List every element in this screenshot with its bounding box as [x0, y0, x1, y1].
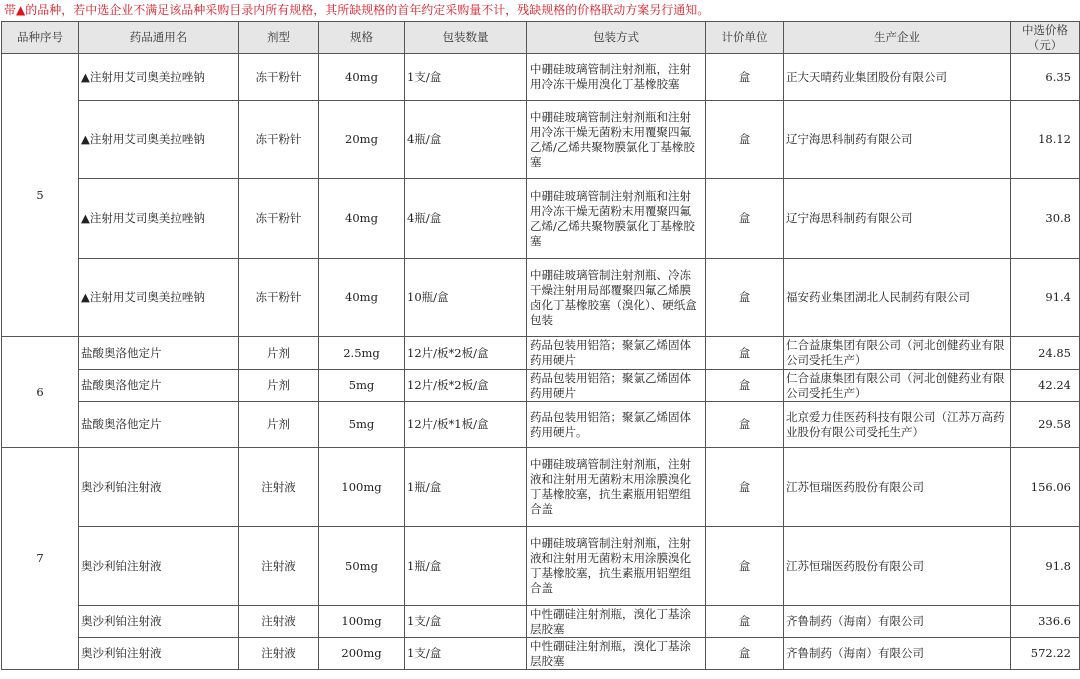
header-price: 中选价格（元） — [1011, 22, 1080, 54]
price-unit-cell: 盒 — [706, 101, 784, 179]
dosage-form-cell: 冻干粉针 — [239, 259, 319, 337]
dosage-form-cell: 片剂 — [239, 370, 319, 402]
pack-method-cell: 中硼硅玻璃管制注射剂瓶、冷冻干燥注射用局部覆聚四氟乙烯膜卤化丁基橡胶塞（溴化）、硬纸盒包装 — [527, 259, 706, 337]
notice-text: 带▲的品种，若中选企业不满足该品种采购目录内所有规格，其所缺规格的首年约定采购量不计，残缺规格的价格联动方案另行通知。 — [4, 3, 710, 17]
pack-qty-cell: 1瓶/盒 — [405, 527, 527, 606]
dosage-form-cell: 注射液 — [239, 527, 319, 606]
pack-qty-cell: 1支/盒 — [405, 54, 527, 101]
manufacturer-cell: 齐鲁制药（海南）有限公司 — [784, 606, 1011, 638]
manufacturer-cell: 福安药业集团湖北人民制药有限公司 — [784, 259, 1011, 337]
price-cell: 336.6 — [1011, 606, 1080, 638]
spec-cell: 200mg — [319, 638, 405, 670]
table-row — [2, 402, 1080, 448]
dosage-form-cell: 冻干粉针 — [239, 179, 319, 259]
pack-method-cell: 药品包装用铝箔；聚氯乙烯固体药用硬片。 — [527, 402, 706, 448]
pack-method-cell: 药品包装用铝箔；聚氯乙烯固体药用硬片 — [527, 337, 706, 370]
drug-name-cell: 盐酸奥洛他定片 — [79, 402, 239, 448]
pack-qty-cell: 1支/盒 — [405, 638, 527, 670]
pack-method-cell: 中性硼硅注射剂瓶，溴化丁基涂层胶塞 — [527, 638, 706, 670]
price-cell: 30.8 — [1011, 179, 1080, 259]
drug-name-cell: ▲注射用艾司奥美拉唑钠 — [79, 259, 239, 337]
table-row — [2, 101, 1080, 179]
drug-name-cell: 盐酸奥洛他定片 — [79, 337, 239, 370]
price-cell: 91.4 — [1011, 259, 1080, 337]
pack-qty-cell: 12片/板*2板/盒 — [405, 337, 527, 370]
table-row — [2, 259, 1080, 337]
price-unit-cell: 盒 — [706, 259, 784, 337]
dosage-form-cell: 注射液 — [239, 606, 319, 638]
dosage-form-cell: 冻干粉针 — [239, 54, 319, 101]
pack-qty-cell: 12片/板*1板/盒 — [405, 402, 527, 448]
manufacturer-cell: 北京爱力佳医药科技有限公司（江苏万高药业股份有限公司受托生产） — [784, 402, 1011, 448]
group-seq-cell: 6 — [2, 337, 79, 448]
drug-name-cell: ▲注射用艾司奥美拉唑钠 — [79, 54, 239, 101]
price-cell: 156.06 — [1011, 448, 1080, 527]
spec-cell: 40mg — [319, 179, 405, 259]
dosage-form-cell: 片剂 — [239, 402, 319, 448]
spec-cell: 20mg — [319, 101, 405, 179]
drug-name-cell: 奥沙利铂注射液 — [79, 448, 239, 527]
header-spec: 规格 — [319, 22, 405, 54]
table-row — [2, 638, 1080, 670]
pack-qty-cell: 1支/盒 — [405, 606, 527, 638]
price-unit-cell: 盒 — [706, 448, 784, 527]
drug-name-cell: ▲注射用艾司奥美拉唑钠 — [79, 101, 239, 179]
price-unit-cell: 盒 — [706, 402, 784, 448]
price-cell: 29.58 — [1011, 402, 1080, 448]
manufacturer-cell: 仁合益康集团有限公司（河北创健药业有限公司受托生产） — [784, 370, 1011, 402]
dosage-form-cell: 注射液 — [239, 448, 319, 527]
spec-cell: 5mg — [319, 370, 405, 402]
price-unit-cell: 盒 — [706, 638, 784, 670]
drug-name-cell: 奥沙利铂注射液 — [79, 527, 239, 606]
dosage-form-cell: 冻干粉针 — [239, 101, 319, 179]
spec-cell: 5mg — [319, 402, 405, 448]
table-row — [2, 54, 1080, 101]
procurement-table — [1, 21, 1080, 670]
price-unit-cell: 盒 — [706, 54, 784, 101]
drug-name-cell: 奥沙利铂注射液 — [79, 606, 239, 638]
group-seq-cell: 7 — [2, 448, 79, 670]
manufacturer-cell: 仁合益康集团有限公司（河北创健药业有限公司受托生产） — [784, 337, 1011, 370]
spec-cell: 100mg — [319, 448, 405, 527]
pack-qty-cell: 4瓶/盒 — [405, 179, 527, 259]
pack-method-cell: 中硼硅玻璃管制注射剂瓶，注射液和注射用无菌粉末用涂膜溴化丁基橡胶塞，抗生素瓶用铝塑组合盖 — [527, 527, 706, 606]
table-row — [2, 337, 1080, 370]
header-form: 剂型 — [239, 22, 319, 54]
price-cell: 24.85 — [1011, 337, 1080, 370]
manufacturer-cell: 正大天晴药业集团股份有限公司 — [784, 54, 1011, 101]
price-cell: 42.24 — [1011, 370, 1080, 402]
spec-cell: 40mg — [319, 54, 405, 101]
pack-qty-cell: 12片/板*2板/盒 — [405, 370, 527, 402]
group-seq-cell: 5 — [2, 54, 79, 337]
drug-name-cell: 盐酸奥洛他定片 — [79, 370, 239, 402]
dosage-form-cell: 片剂 — [239, 337, 319, 370]
pack-qty-cell: 4瓶/盒 — [405, 101, 527, 179]
manufacturer-cell: 辽宁海思科制药有限公司 — [784, 179, 1011, 259]
header-unit: 计价单位 — [706, 22, 784, 54]
header-pack: 包装方式 — [527, 22, 706, 54]
spec-cell: 2.5mg — [319, 337, 405, 370]
manufacturer-cell: 江苏恒瑞医药股份有限公司 — [784, 448, 1011, 527]
pack-method-cell: 中性硼硅注射剂瓶，溴化丁基涂层胶塞 — [527, 606, 706, 638]
pack-method-cell: 药品包装用铝箔；聚氯乙烯固体药用硬片 — [527, 370, 706, 402]
drug-name-cell: 奥沙利铂注射液 — [79, 638, 239, 670]
header-maker: 生产企业 — [784, 22, 1011, 54]
price-cell: 91.8 — [1011, 527, 1080, 606]
spec-cell: 50mg — [319, 527, 405, 606]
price-unit-cell: 盒 — [706, 606, 784, 638]
dosage-form-cell: 注射液 — [239, 638, 319, 670]
header-seq: 品种序号 — [2, 22, 79, 54]
pack-method-cell: 中硼硅玻璃管制注射剂瓶，注射液和注射用无菌粉末用涂膜溴化丁基橡胶塞，抗生素瓶用铝塑组合盖 — [527, 448, 706, 527]
header-qty: 包装数量 — [405, 22, 527, 54]
pack-qty-cell: 1瓶/盒 — [405, 448, 527, 527]
price-unit-cell: 盒 — [706, 527, 784, 606]
manufacturer-cell: 江苏恒瑞医药股份有限公司 — [784, 527, 1011, 606]
header-name: 药品通用名 — [79, 22, 239, 54]
spec-cell: 100mg — [319, 606, 405, 638]
table-row — [2, 370, 1080, 402]
price-unit-cell: 盒 — [706, 337, 784, 370]
pack-method-cell: 中硼硅玻璃管制注射剂瓶，注射用冷冻干燥用溴化丁基橡胶塞 — [527, 54, 706, 101]
price-unit-cell: 盒 — [706, 179, 784, 259]
table-row — [2, 606, 1080, 638]
price-unit-cell: 盒 — [706, 370, 784, 402]
spec-cell: 40mg — [319, 259, 405, 337]
pack-qty-cell: 10瓶/盒 — [405, 259, 527, 337]
price-cell: 6.35 — [1011, 54, 1080, 101]
price-cell: 572.22 — [1011, 638, 1080, 670]
table-row — [2, 179, 1080, 259]
manufacturer-cell: 辽宁海思科制药有限公司 — [784, 101, 1011, 179]
price-cell: 18.12 — [1011, 101, 1080, 179]
manufacturer-cell: 齐鲁制药（海南）有限公司 — [784, 638, 1011, 670]
table-row — [2, 448, 1080, 527]
table-row — [2, 527, 1080, 606]
drug-name-cell: ▲注射用艾司奥美拉唑钠 — [79, 179, 239, 259]
header-row — [2, 22, 1080, 54]
pack-method-cell: 中硼硅玻璃管制注射剂瓶和注射用冷冻干燥无菌粉末用覆聚四氟乙烯/乙烯共聚物膜氯化丁基橡胶塞 — [527, 179, 706, 259]
table-body — [2, 54, 1080, 670]
pack-method-cell: 中硼硅玻璃管制注射剂瓶和注射用冷冻干燥无菌粉末用覆聚四氟乙烯/乙烯共聚物膜氯化丁基橡胶塞 — [527, 101, 706, 179]
